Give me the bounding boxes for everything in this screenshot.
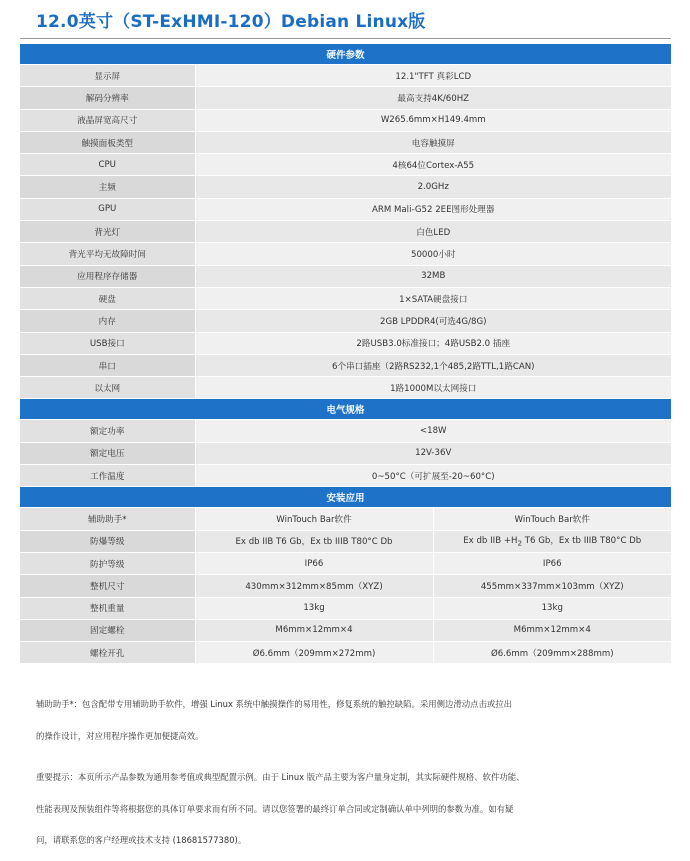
spec-value: 12V-36V	[195, 442, 671, 464]
spec-row	[20, 65, 671, 87]
spec-row	[20, 109, 671, 131]
spec-value: 1路1000M以太网接口	[195, 377, 671, 399]
install-value-b-post: T6 Gb，Ex tb IIIB T80°C Db	[522, 536, 642, 547]
spec-label: 应用程序存储器	[20, 265, 195, 287]
spec-row	[20, 442, 671, 464]
install-row	[20, 642, 671, 664]
section-header-row	[20, 399, 671, 420]
spec-label: USB接口	[20, 332, 195, 354]
install-value-b	[433, 530, 671, 552]
spec-row	[20, 287, 671, 309]
install-value-a: 13kg	[195, 597, 433, 619]
spec-value: 6个串口插座（2路RS232,1个485,2路TTL,1路CAN)	[195, 354, 671, 376]
spec-value: 白色LED	[195, 221, 671, 243]
note-assistant-line: 辅助助手*：包含配带专用辅助助手软件，增强 Linux 系统中触摸操作的易用性，修复系统的触控缺陷。采用侧边滑动点击或拉出	[36, 699, 512, 710]
note-assistant	[36, 685, 672, 756]
install-label: 整机重量	[20, 597, 195, 619]
spec-label: 额定功率	[20, 420, 195, 442]
section-header: 硬件参数	[20, 44, 671, 65]
section-header: 电气规格	[20, 399, 671, 420]
note-important-line: 重要提示：本页所示产品参数为通用参考值或典型配置示例。由于 Linux 版产品主要为客户量身定制，其实际硬件规格、软件功能、	[36, 772, 525, 783]
spec-label: 显示屏	[20, 65, 195, 87]
install-value-a: Ø6.6mm（209mm×272mm)	[195, 642, 433, 664]
install-value-a: IP66	[195, 552, 433, 574]
install-value-a: M6mm×12mm×4	[195, 619, 433, 641]
install-value-b-pre: Ex db IIB +H	[463, 536, 518, 547]
install-row	[20, 619, 671, 641]
spec-row	[20, 243, 671, 265]
spec-value: 2GB LPDDR4(可选4G/8G)	[195, 310, 671, 332]
note-assistant-line: 的操作设计，对应用程序操作更加便捷高效。	[36, 730, 204, 741]
install-label: 防护等级	[20, 552, 195, 574]
spec-value: 50000小时	[195, 243, 671, 265]
spec-row	[20, 420, 671, 442]
spec-row	[20, 465, 671, 487]
spec-label: GPU	[20, 198, 195, 220]
install-label: 防爆等级	[20, 530, 195, 552]
spec-label: 串口	[20, 354, 195, 376]
spec-label: 背光平均无故障时间	[20, 243, 195, 265]
spec-value: 12.1"TFT 真彩LCD	[195, 65, 671, 87]
spec-label: 解码分辨率	[20, 87, 195, 109]
note-important	[36, 758, 672, 861]
spec-row	[20, 176, 671, 198]
spec-label: 背光灯	[20, 221, 195, 243]
spec-value: 0~50°C（可扩展至-20~60°C)	[195, 465, 671, 487]
spec-row	[20, 265, 671, 287]
spec-label: 工作温度	[20, 465, 195, 487]
title-divider	[20, 38, 671, 39]
spec-value: 32MB	[195, 265, 671, 287]
spec-label: 以太网	[20, 377, 195, 399]
note-important-line: 性能表现及预装组件等将根据您的具体订单要求而有所不同。请以您签署的最终订单合同或定制确认单中列明的参数为准。如有疑	[36, 803, 514, 814]
spec-value: 最高支持4K/60HZ	[195, 87, 671, 109]
install-value-a: WinTouch Bar软件	[195, 508, 433, 530]
section-header-row	[20, 487, 671, 508]
page-title: 12.0英寸（ST-ExHMI-120）Debian Linux版	[36, 12, 426, 32]
spec-value: ARM Mali-G52 2EE图形处理器	[195, 198, 671, 220]
spec-row	[20, 221, 671, 243]
spec-value: 电容触摸屏	[195, 131, 671, 153]
note-important-line: 问，请联系您的客户经理或技术支持 (18681577380)。	[36, 835, 247, 846]
spec-value: 2路USB3.0标准接口；4路USB2.0 插座	[195, 332, 671, 354]
spec-row	[20, 310, 671, 332]
install-row	[20, 552, 671, 574]
install-label: 辅助助手*	[20, 508, 195, 530]
install-value-b: 13kg	[433, 597, 671, 619]
install-value-b: Ø6.6mm（209mm×288mm)	[433, 642, 671, 664]
install-value-b: M6mm×12mm×4	[433, 619, 671, 641]
spec-row	[20, 131, 671, 153]
spec-label: 主频	[20, 176, 195, 198]
install-value-b-sub: 2	[517, 539, 523, 549]
spec-value: 2.0GHz	[195, 176, 671, 198]
spec-row	[20, 154, 671, 176]
spec-label: 内存	[20, 310, 195, 332]
spec-row	[20, 332, 671, 354]
install-row	[20, 508, 671, 530]
spec-row	[20, 377, 671, 399]
install-row	[20, 575, 671, 597]
spec-row	[20, 87, 671, 109]
install-label: 螺栓开孔	[20, 642, 195, 664]
install-value-b: 455mm×337mm×103mm（XYZ)	[433, 575, 671, 597]
section-header-row	[20, 44, 671, 65]
spec-label: 液晶屏宽高尺寸	[20, 109, 195, 131]
install-row	[20, 597, 671, 619]
spec-row	[20, 198, 671, 220]
spec-label: 额定电压	[20, 442, 195, 464]
spec-table	[20, 44, 671, 664]
install-value-a: Ex db IIB T6 Gb，Ex tb IIIB T80°C Db	[195, 530, 433, 552]
install-value-b: IP66	[433, 552, 671, 574]
spec-label: 触摸面板类型	[20, 131, 195, 153]
spec-label: CPU	[20, 154, 195, 176]
spec-value: 4核64位Cortex-A55	[195, 154, 671, 176]
install-row	[20, 530, 671, 552]
spec-label: 硬盘	[20, 287, 195, 309]
install-value-a: 430mm×312mm×85mm（XYZ)	[195, 575, 433, 597]
install-value-b: WinTouch Bar软件	[433, 508, 671, 530]
spec-value: W265.6mm×H149.4mm	[195, 109, 671, 131]
spec-row	[20, 354, 671, 376]
spec-value: <18W	[195, 420, 671, 442]
install-label: 固定螺栓	[20, 619, 195, 641]
install-label: 整机尺寸	[20, 575, 195, 597]
spec-value: 1×SATA硬盘接口	[195, 287, 671, 309]
section-header: 安装应用	[20, 487, 671, 508]
